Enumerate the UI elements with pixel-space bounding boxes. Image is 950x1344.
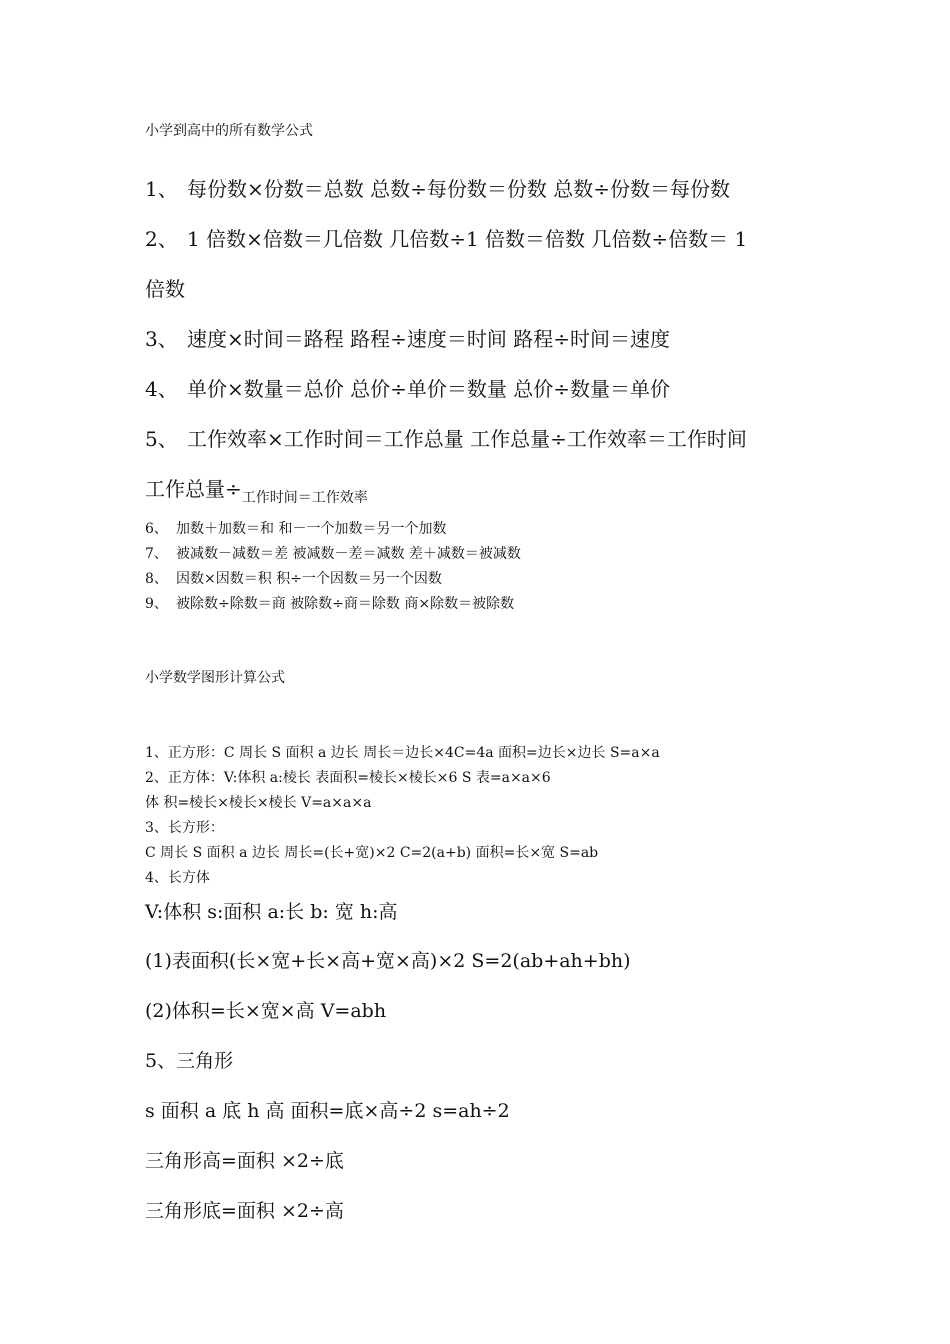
formula-line	[145, 223, 747, 252]
formula-line	[145, 323, 670, 352]
formula-text: 工作效率×工作时间＝工作总量 工作总量÷工作效率＝工作时间	[187, 427, 747, 451]
formula-text: 每份数×份数＝总数 总数÷每份数＝份数 总数÷份数＝每份数	[187, 177, 730, 201]
section-title-formulas: 小学到高中的所有数学公式	[145, 123, 313, 139]
shape-formula-line: 4、长方体	[145, 870, 210, 886]
formula-line-continuation	[145, 473, 368, 506]
formula-line-continuation: 倍数	[145, 277, 185, 301]
item-number: 2、	[145, 227, 178, 251]
formula-line	[145, 173, 730, 202]
shape-formula-line-large: s 面积 a 底 h 高 面积=底×高÷2 s=ah÷2	[145, 1100, 510, 1122]
item-number: 3、	[145, 327, 178, 351]
formula-text: 单价×数量＝总价 总价÷单价＝数量 总价÷数量＝单价	[187, 377, 670, 401]
formula-text: 速度×时间＝路程 路程÷速度＝时间 路程÷时间＝速度	[187, 327, 670, 351]
item-number: 5、	[145, 427, 178, 451]
section-title-shapes: 小学数学图形计算公式	[145, 670, 285, 686]
formula-line-small	[145, 518, 446, 538]
item-number: 4、	[145, 377, 178, 401]
shape-formula-line-large: V:体积 s:面积 a:长 b: 宽 h:高	[145, 901, 398, 923]
item-number: 6、	[145, 521, 168, 537]
shape-formula-line-large: 三角形高=面积 ×2÷底	[145, 1150, 344, 1172]
formula-text: 被减数－减数＝差 被减数－差＝减数 差＋减数＝被减数	[176, 546, 521, 562]
item-number: 9、	[145, 596, 168, 612]
shape-formula-line-large: 5、三角形	[145, 1050, 234, 1072]
formula-line-small	[145, 593, 514, 613]
formula-text: 工作时间＝工作效率	[241, 490, 368, 506]
shape-formula-line-large: (2)体积=长×宽×高 V=abh	[145, 1000, 387, 1022]
item-number: 7、	[145, 546, 168, 562]
shape-formula-line: 2、正方体：V:体积 a:棱长 表面积=棱长×棱长×6 S 表=a×a×6	[145, 770, 551, 786]
shape-formula-line: 1、正方形：C 周长 S 面积 a 边长 周长＝边长×4C=4a 面积=边长×边长 S=a×a	[145, 745, 660, 761]
shape-formula-line-large: 三角形底=面积 ×2÷高	[145, 1200, 344, 1222]
shape-formula-line: C 周长 S 面积 a 边长 周长=(长+宽)×2 C=2(a+b) 面积=长×宽 S=ab	[145, 845, 599, 861]
formula-text: 因数×因数＝积 积÷一个因数＝另一个因数	[176, 571, 442, 587]
shape-formula-line-large: (1)表面积(长×宽+长×高+宽×高)×2 S=2(ab+ah+bh)	[145, 950, 631, 972]
shape-formula-line: 体 积=棱长×棱长×棱长 V=a×a×a	[145, 795, 372, 811]
shape-formula-line: 3、长方形：	[145, 820, 224, 836]
formula-line	[145, 423, 747, 452]
formula-line-small	[145, 543, 521, 563]
item-number: 8、	[145, 571, 168, 587]
item-number: 1、	[145, 177, 178, 201]
formula-line	[145, 373, 670, 402]
formula-text: 加数＋加数＝和 和－一个加数＝另一个加数	[176, 521, 447, 537]
formula-text: 1 倍数×倍数＝几倍数 几倍数÷1 倍数＝倍数 几倍数÷倍数＝ 1	[187, 227, 748, 251]
formula-text: 被除数÷除数＝商 被除数÷商＝除数 商×除数＝被除数	[176, 596, 515, 612]
formula-line-small	[145, 568, 442, 588]
formula-text: 工作总量÷	[145, 477, 242, 501]
